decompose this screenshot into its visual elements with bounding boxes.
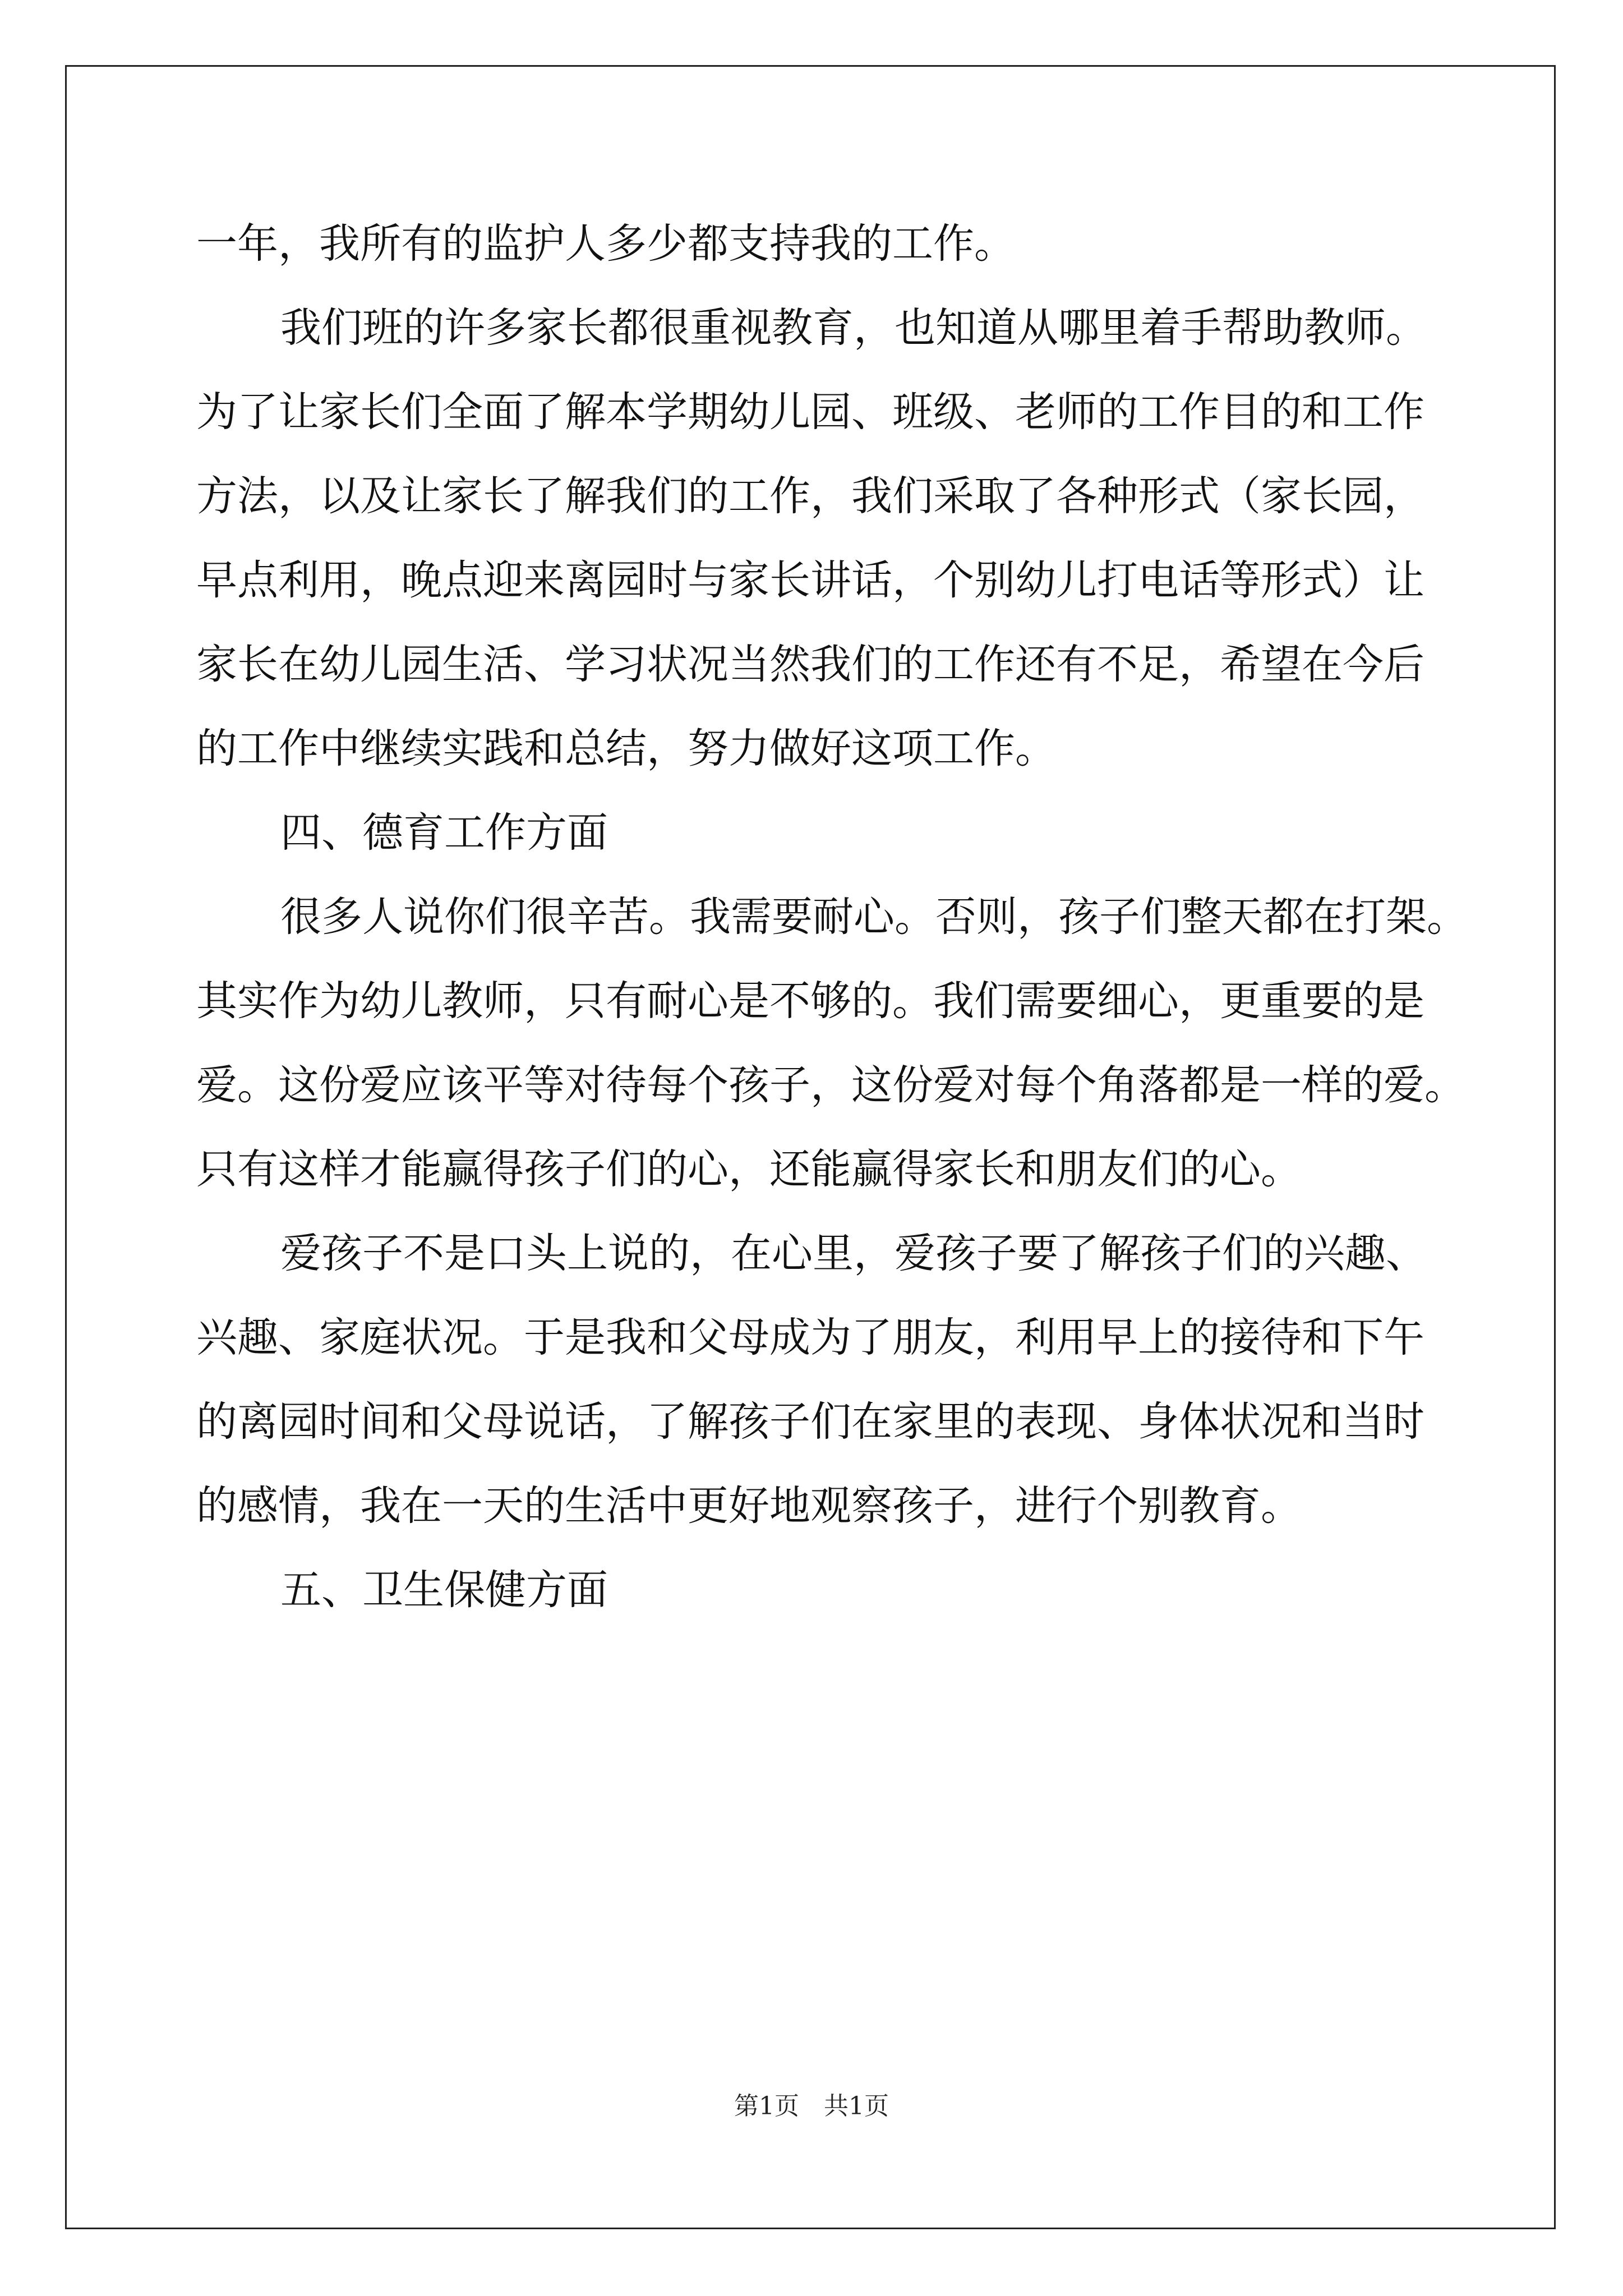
text-line: 其实作为幼儿教师，只有耐心是不够的。我们需要细心，更重要的是 (196, 977, 1424, 1025)
text-line: 早点利用，晚点迎来离园时与家长讲话，个别幼儿打电话等形式）让 (196, 556, 1424, 604)
paragraph-start: 我们班的许多家长都很重视教育，也知道从哪里着手帮助教师。 (280, 304, 1427, 352)
text-line: 兴趣、家庭状况。于是我和父母成为了朋友，利用早上的接待和下午 (196, 1314, 1424, 1361)
text-line: 的感情，我在一天的生活中更好地观察孩子，进行个别教育。 (196, 1482, 1302, 1530)
text-line: 方法，以及让家长了解我们的工作，我们采取了各种形式（家长园， (196, 472, 1424, 520)
text-line: 一年，我所有的监护人多少都支持我的工作。 (196, 220, 1015, 268)
text-line: 只有这样才能赢得孩子们的心，还能赢得家长和朋友们的心。 (196, 1145, 1302, 1193)
section-heading-moral-education: 四、德育工作方面 (280, 809, 608, 857)
page-number-footer: 第1页 共1页 (734, 2092, 889, 2120)
text-line: 为了让家长们全面了解本学期幼儿园、班级、老师的工作目的和工作 (196, 388, 1424, 436)
text-line: 家长在幼儿园生活、学习状况当然我们的工作还有不足，希望在今后 (196, 641, 1424, 688)
paragraph-start: 很多人说你们很辛苦。我需要耐心。否则，孩子们整天都在打架。 (280, 893, 1468, 941)
text-line: 的工作中继续实践和总结，努力做好这项工作。 (196, 725, 1056, 772)
text-line: 爱。这份爱应该平等对待每个孩子，这份爱对每个角落都是一样的爱。 (196, 1061, 1465, 1109)
text-line: 的离园时间和父母说话，了解孩子们在家里的表现、身体状况和当时 (196, 1398, 1424, 1446)
section-heading-health-care: 五、卫生保健方面 (280, 1566, 608, 1614)
paragraph-start: 爱孩子不是口头上说的，在心里，爱孩子要了解孩子们的兴趣、 (280, 1230, 1427, 1277)
